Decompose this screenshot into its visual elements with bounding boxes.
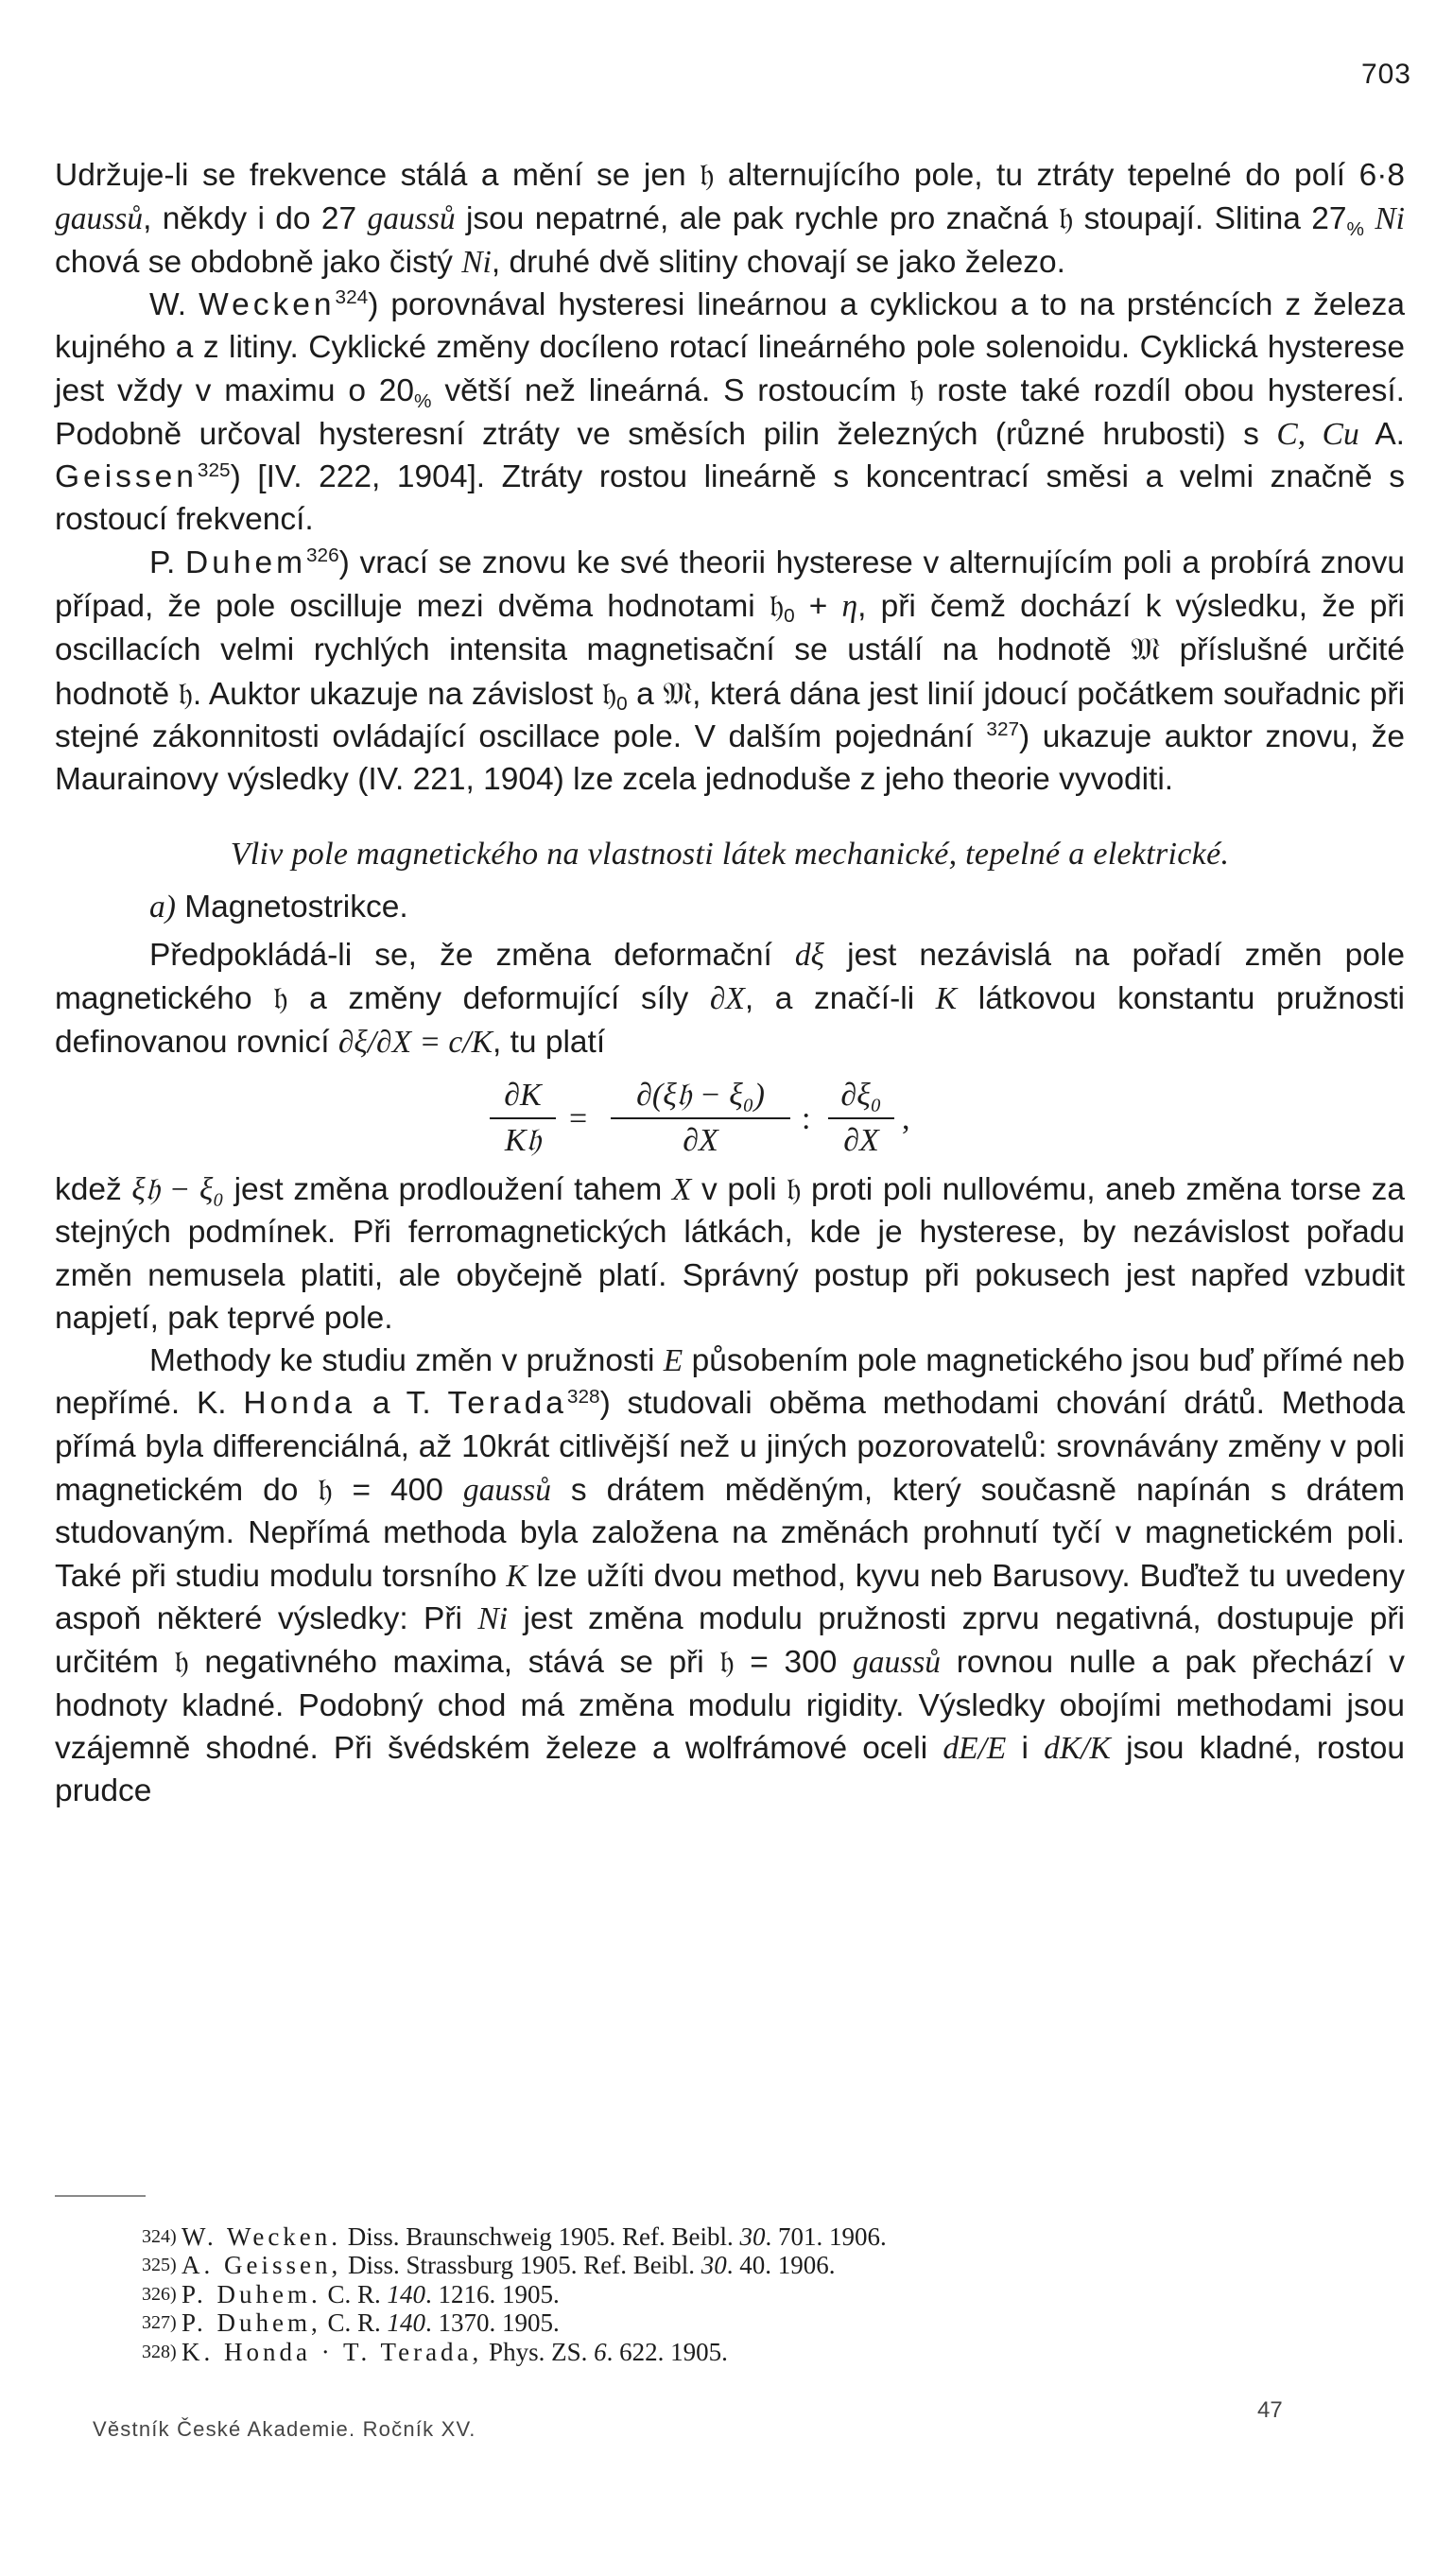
formula-fraction-lhs <box>490 1077 556 1160</box>
percent-sign: % <box>1346 217 1364 240</box>
footnote-text: Diss. Strassburg 1905. Ref. Beibl. <box>341 2251 701 2280</box>
text-run: ) studovali oběma methodami chování drátů. Methoda přímá byla differenciálná, až 10krát citlivější než u jiných pozorovatelů: srovnávány změny v poli magnetickém do <box>55 1386 1406 1509</box>
formula-numerator: ∂(ξ𝔥 − ξ₀) <box>636 1077 765 1113</box>
footnote-number: 327) <box>142 2312 177 2334</box>
footnote <box>142 2251 887 2279</box>
text-run: Předpokládá-li se, že změna deformační <box>149 938 795 974</box>
magnetisation-symbol: 𝔐 <box>663 674 693 712</box>
text-run: proti poli nullovému, aneb změna torse za stejných podmínek. Při ferromagnetických látkách, kde je hysterese, by nezávislost pořadu změn nemusela platiti, ale obyčejně platí. Správný postup při pokusech jest napřed vzbudit napjetí, pak teprvé pole. <box>55 1171 1405 1336</box>
field-symbol: 𝔥 <box>787 1169 802 1207</box>
paragraph-3 <box>55 542 1405 802</box>
footnote-text: Phys. ZS. <box>482 2337 595 2366</box>
formula-numerator: ∂K <box>504 1077 542 1113</box>
footnote-volume: 30 <box>701 2251 727 2280</box>
text-run: P. <box>149 545 185 580</box>
text-run: + <box>794 588 842 624</box>
field-symbol: 𝔥 <box>1059 199 1074 237</box>
subscript: 0 <box>616 692 628 715</box>
footnote-volume: 140 <box>387 2279 426 2308</box>
footnote-separator <box>55 2195 146 2197</box>
footnote <box>142 2280 887 2308</box>
text-run: = 400 <box>332 1473 463 1509</box>
subscript: 0 <box>784 605 795 628</box>
text-run: a T. <box>355 1386 448 1422</box>
text-run: = 300 <box>734 1645 853 1681</box>
footnote-number: 328) <box>142 2341 177 2362</box>
text-run: W. <box>149 286 199 322</box>
text-run: i <box>1006 1730 1045 1766</box>
text-run: látkovou konstantu pružnosti definovanou rovnicí <box>55 981 1405 1060</box>
footnote-ref: 327 <box>986 718 1020 741</box>
footnote-author: K. Honda · T. Terada, <box>182 2337 483 2366</box>
fraction-bar <box>611 1117 790 1119</box>
math-inline: dξ <box>794 938 825 974</box>
field-symbol: 𝔥 <box>174 1643 189 1681</box>
text-run: s drátem měděným, který současně napínán s drátem studovaným. Nepřímá methoda byla založena na změnách prohnutí tyčí v magnetickém poli. Také při studiu modulu torsního <box>55 1473 1405 1594</box>
body-text <box>55 153 1405 1812</box>
page-number: 703 <box>1360 59 1411 90</box>
footnote-author: P. Duhem. <box>182 2279 321 2308</box>
text-run: jsou kladné, rostou prudce <box>55 1730 1405 1809</box>
text-run: kdež <box>55 1171 132 1207</box>
section-title: Vliv pole magnetického na vlastnosti látek mechanické, tepelné a elektrické. <box>230 837 1230 873</box>
footnote-ref: 326 <box>306 545 339 567</box>
field-symbol: 𝔥 <box>700 156 715 193</box>
paragraph-2 <box>55 284 1405 542</box>
field-symbol: 𝔥 <box>719 1643 735 1681</box>
footnote-text: . 1370. 1905. <box>425 2308 560 2338</box>
text-run: A. <box>1358 416 1405 452</box>
footnote <box>142 2338 887 2366</box>
text-run: stoupají. Slitina 27 <box>1073 201 1347 237</box>
paragraph-4 <box>55 934 1405 1063</box>
journal-footer: Věstník České Akademie. Ročník XV. <box>93 2417 476 2441</box>
footnote-text: . 701. 1906. <box>765 2222 887 2251</box>
formula-fraction-mid <box>611 1077 790 1160</box>
math-inline: dE/E <box>943 1730 1007 1766</box>
text-run: , při čemž dochází k výsledku, že při oscillacích velmi rychlých intensita magnetisační se ustálí na hodnotě <box>55 588 1405 668</box>
text-run: v poli <box>691 1171 787 1207</box>
text-run: ) [IV. 222, 1904]. Ztráty rostou lineárně s koncentrací směsi a velmi značně s rostoucí frekvencí. <box>55 459 1405 538</box>
elements-c-cu: C, Cu <box>1276 416 1359 452</box>
text-run: jsou nepatrné, ale pak rychle pro značná <box>455 201 1060 237</box>
unit-gauss: gaussů <box>55 201 144 237</box>
subsection-heading <box>55 886 1405 928</box>
footnotes <box>142 2222 887 2366</box>
footnote-ref: 324 <box>335 286 369 309</box>
element-ni: Ni <box>1375 201 1405 237</box>
text-run: působením pole magnetického jsou buď přímé neb nepřímé. K. <box>55 1343 1405 1422</box>
text-run: ) ukazuje auktor znovu, že Maurainovy výsledky (IV. 221, 1904) lze zcela jednoduše z jeho theorie vyvoditi. <box>55 718 1405 798</box>
paragraph-5 <box>55 1167 1405 1340</box>
math-inline: ∂X <box>709 981 745 1017</box>
formula-colon: : <box>802 1100 811 1136</box>
text-run <box>1364 201 1375 236</box>
text-run: Udržuje-li se frekvence stálá a mění se jen <box>55 158 701 193</box>
unit-gauss: gaussů <box>367 201 456 237</box>
text-run: jest změna modulu pružnosti zprvu negativná, dostupuje při určitém <box>55 1600 1405 1681</box>
footnote-text: . 1216. 1905. <box>425 2279 560 2308</box>
element-ni: Ni <box>477 1600 509 1636</box>
footnote-number: 324) <box>142 2226 177 2247</box>
field-symbol: 𝔥 <box>178 674 193 712</box>
math-inline: E <box>663 1343 683 1379</box>
math-inline: K <box>506 1558 528 1594</box>
math-inline: X <box>671 1171 692 1207</box>
formula-comma: , <box>902 1100 910 1136</box>
text-run: negativného maxima, stává se při <box>188 1645 720 1681</box>
author-name: Terada <box>447 1386 567 1422</box>
field-symbol: 𝔥 <box>318 1471 333 1509</box>
formula-numerator: ∂ξ₀ <box>840 1077 882 1113</box>
text-run: lze užíti dvou method, kyvu neb Barusovy. Buďtež tu uvedeny aspoň některé výsledky: Při <box>55 1558 1405 1636</box>
formula-denominator: ∂X <box>683 1122 718 1158</box>
math-inline: K <box>935 981 958 1017</box>
formula-fraction-rhs <box>828 1077 894 1160</box>
author-name: Honda <box>243 1386 356 1422</box>
text-run: příslušné určité hodnotě <box>55 632 1405 712</box>
footnote-text: Diss. Braunschweig 1905. Ref. Beibl. <box>341 2222 740 2251</box>
text-run: a změny deformující síly <box>287 981 710 1017</box>
footnote-ref: 325 <box>197 458 231 481</box>
author-name: Geissen <box>55 459 198 495</box>
text-run: chová se obdobně jako čistý <box>55 244 462 280</box>
footnote-author: W. Wecken. <box>182 2222 342 2251</box>
element-ni: Ni <box>461 244 492 280</box>
text-run: jest změna prodloužení tahem <box>223 1171 672 1207</box>
text-run: , a značí-li <box>744 981 936 1017</box>
footnote <box>142 2222 887 2251</box>
math-inline: ξ𝔥 − ξ₀ <box>131 1171 224 1207</box>
text-run: rovnou nulle a pak přechází v hodnoty kladné. Podobný chod má změna modulu rigidity. Výsledky obojími methodami jsou vzájemně shodné. Při švédském železe a wolfrámové oceli <box>55 1645 1405 1766</box>
field-symbol: 𝔥 <box>601 674 617 712</box>
author-name: Duhem <box>185 545 306 580</box>
footnote-ref: 328 <box>566 1386 600 1408</box>
formula-equals: = <box>569 1100 588 1136</box>
formula-denominator: ∂X <box>843 1122 879 1158</box>
formula-denominator: K𝔥 <box>504 1122 542 1158</box>
text-run: , tu platí <box>492 1024 606 1060</box>
footnote-author: A. Geissen, <box>182 2251 342 2280</box>
text-run: Methody ke studiu změn v pružnosti <box>149 1343 664 1379</box>
footnote-text: . 40. 1906. <box>726 2251 836 2280</box>
footnote-volume: 140 <box>387 2308 426 2338</box>
footnote-number: 325) <box>142 2255 177 2276</box>
footnote-number: 326) <box>142 2283 177 2305</box>
author-name: Wecken <box>199 286 336 322</box>
footnote-author: P. Duhem, <box>182 2308 321 2338</box>
text-run: ) porovnával hysteresi lineárnou a cyklickou a to na prsténcích z železa kujného a z litiny. Cyklické změny docíleno rotací lineárného pole solenoidu. Cyklická hysterese jest vždy v maximu o 20 <box>55 286 1405 409</box>
unit-gauss: gaussů <box>852 1645 942 1681</box>
subsection-text: Magnetostrikce. <box>175 889 408 925</box>
text-run: , která dána jest linií jdoucí počátkem souřadnic při stejné zákonnitosti ovládající oscillace pole. V dalším pojednání <box>55 676 1406 754</box>
display-formula <box>55 1063 1405 1167</box>
fraction-bar <box>828 1117 894 1119</box>
text-run: , druhé dvě slitiny chovají se jako železo. <box>491 244 1065 280</box>
footnote-volume: 30 <box>739 2222 766 2251</box>
eta-symbol: η <box>841 588 858 624</box>
footnote <box>142 2308 887 2337</box>
text-run: ) vrací se znovu ke své theorii hysterese v alternujícím poli a probírá znovu případ, že pole oscilluje mezi dvěma hodnotami <box>55 545 1405 624</box>
math-inline: dK/K <box>1044 1730 1111 1766</box>
text-run: a <box>627 676 664 712</box>
field-symbol: 𝔥 <box>769 586 785 624</box>
signature-number: 47 <box>1257 2397 1283 2423</box>
footnote-text: C. R. <box>320 2279 388 2308</box>
text-run: jest nezávislá na pořadí změn pole magnetického <box>55 938 1406 1017</box>
paragraph-6 <box>55 1340 1405 1812</box>
text-run: větší než lineárná. S rostoucím <box>431 373 910 409</box>
footnote-text: . 622. 1905. <box>606 2337 728 2366</box>
unit-gauss: gaussů <box>462 1473 551 1509</box>
fraction-bar <box>490 1117 556 1119</box>
text-run: , někdy i do 27 <box>143 201 368 237</box>
math-inline: ∂ξ/∂X = c/K <box>337 1024 493 1060</box>
footnote-volume: 6 <box>594 2337 607 2366</box>
footnote-text: C. R. <box>320 2308 388 2338</box>
paragraph-1 <box>55 153 1405 284</box>
text-run: alternujícího pole, tu ztráty tepelné do polí 6·8 <box>714 158 1405 193</box>
field-symbol: 𝔥 <box>273 979 288 1017</box>
subsection-label: a) <box>149 889 176 925</box>
percent-sign: % <box>414 389 432 412</box>
field-symbol: 𝔥 <box>909 372 925 409</box>
text-run: roste také rozdíl obou hysteresí. Podobně určoval hysteresní ztráty ve směsích pilin železných (různé hrubosti) s <box>55 373 1405 452</box>
text-run: . Auktor ukazuje na závislost <box>192 676 602 712</box>
magnetisation-symbol: 𝔐 <box>1131 631 1161 668</box>
